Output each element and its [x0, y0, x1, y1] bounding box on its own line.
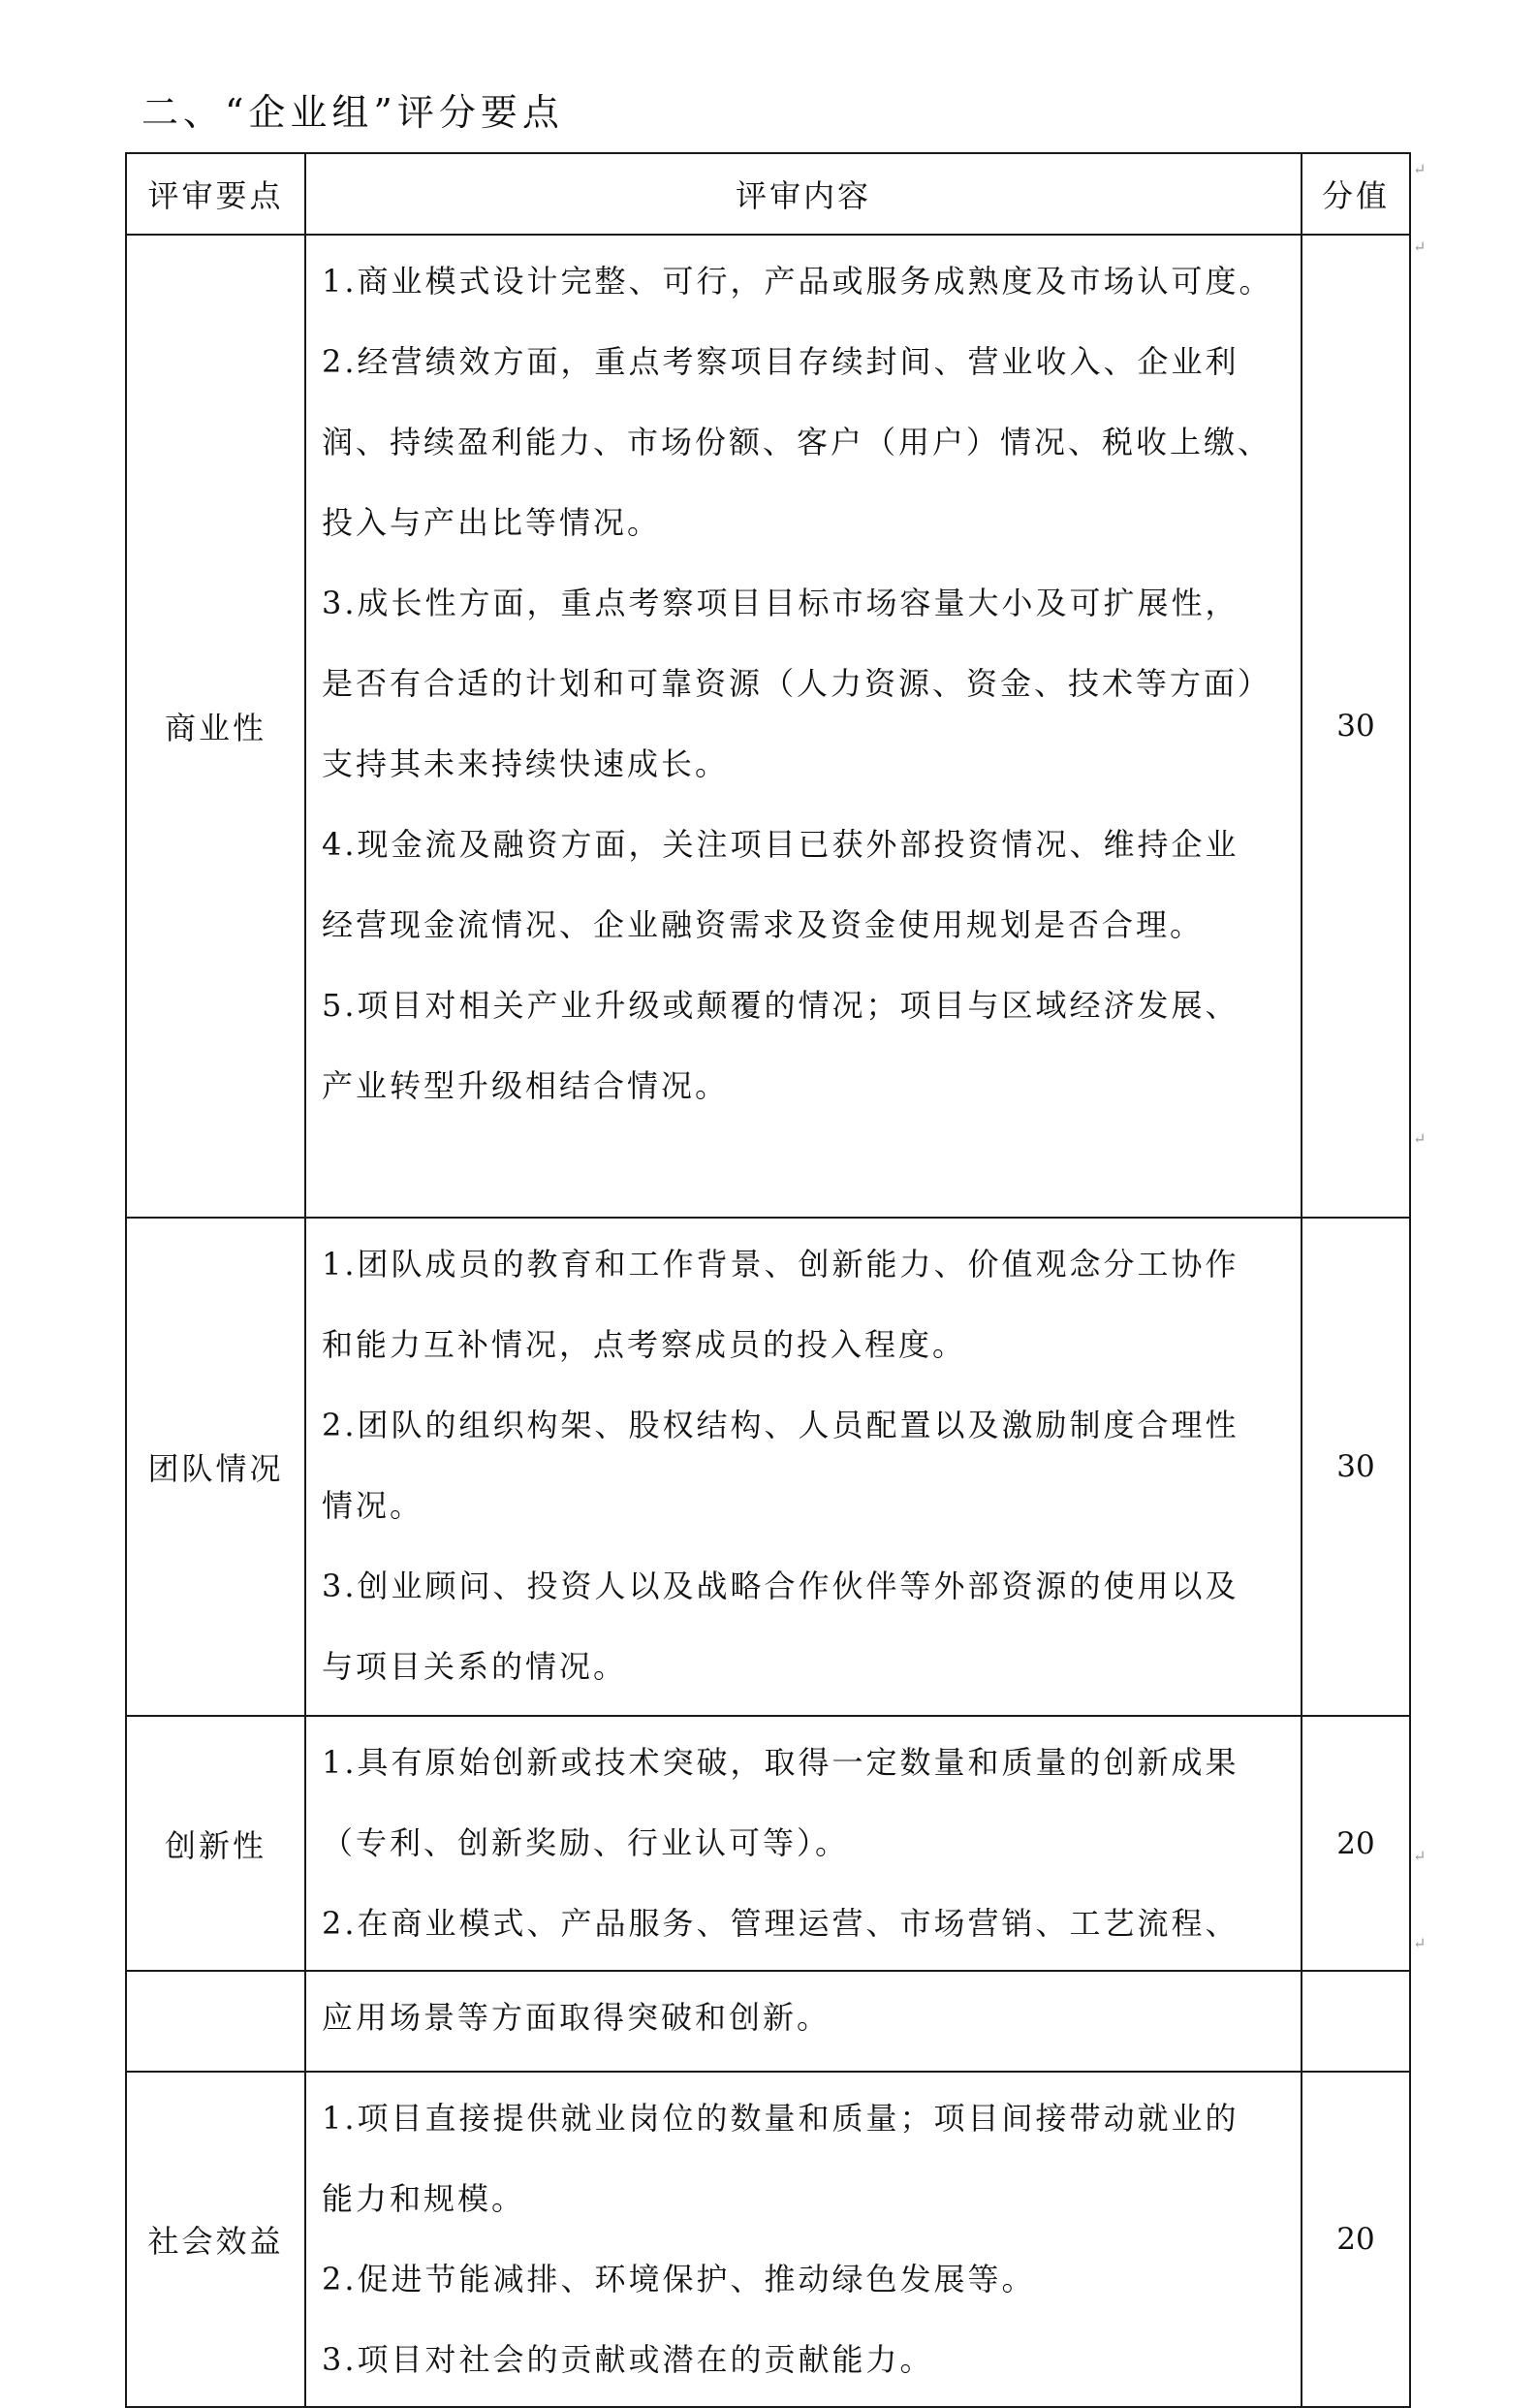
paragraph-mark-icon: ↵: [1413, 1934, 1427, 1952]
criterion-cell: [126, 1971, 305, 2072]
score-cell: 30: [1302, 1218, 1410, 1716]
content-line: 应用场景等方面取得突破和创新。: [322, 1999, 831, 2036]
criterion-cell: 创新性: [126, 1716, 305, 1971]
content-cell: [305, 1971, 1302, 2072]
table-header-row: [126, 153, 1410, 235]
content-cell: [305, 1218, 1302, 1716]
content-line: 5.项目对相关产业升级或颠覆的情况；项目与区域经济发展、: [322, 987, 1239, 1024]
content-line: 2.团队的组织构架、股权结构、人员配置以及激励制度合理性: [322, 1407, 1239, 1443]
content-cell: [305, 2072, 1302, 2407]
content-cell: [305, 235, 1302, 1218]
content-line: 2.经营绩效方面，重点考察项目存续封间、营业收入、企业利: [322, 343, 1239, 380]
scoring-table: [125, 152, 1411, 2408]
score-cell: 30: [1302, 235, 1410, 1218]
content-line: 情况。: [322, 1487, 424, 1524]
score-cell: [1302, 1971, 1410, 2072]
score-cell: 20: [1302, 2072, 1410, 2407]
content-line: 1.具有原始创新或技术突破，取得一定数量和质量的创新成果: [322, 1744, 1239, 1781]
content-line: 支持其未来持续快速成长。: [322, 745, 730, 782]
content-line: 4.现金流及融资方面，关注项目已获外部投资情况、维持企业: [322, 826, 1239, 863]
content-line: 1.项目直接提供就业岗位的数量和质量；项目间接带动就业的: [322, 2100, 1239, 2137]
table-row: [126, 1971, 1410, 2072]
paragraph-mark-icon: ↵: [1413, 160, 1427, 178]
content-line: 3.创业顾问、投资人以及战略合作伙伴等外部资源的使用以及: [322, 1568, 1239, 1604]
header-criterion: 评审要点: [126, 153, 305, 235]
section-heading: 二、“企业组”评分要点: [141, 91, 564, 134]
score-cell: 20: [1302, 1716, 1410, 1971]
content-line: 3.项目对社会的贡献或潜在的贡献能力。: [322, 2341, 934, 2378]
paragraph-mark-icon: ↵: [1413, 1129, 1427, 1148]
content-line: 和能力互补情况，点考察成员的投入程度。: [322, 1326, 967, 1363]
content-line: 1.商业模式设计完整、可行，产品或服务成熟度及市场认可度。: [322, 263, 1273, 300]
header-content: 评审内容: [305, 153, 1302, 235]
table-row: [126, 2072, 1410, 2407]
content-line: 与项目关系的情况。: [322, 1648, 628, 1685]
content-line: 能力和规模。: [322, 2180, 526, 2217]
content-line: （专利、创新奖励、行业认可等）。: [322, 1824, 850, 1861]
paragraph-mark-icon: ↵: [1413, 238, 1427, 256]
criterion-cell: 商业性: [126, 235, 305, 1218]
content-line: 投入与产出比等情况。: [322, 504, 662, 541]
table-row: [126, 235, 1410, 1218]
table-row: [126, 1716, 1410, 1971]
criterion-cell: 团队情况: [126, 1218, 305, 1716]
header-score: 分值: [1302, 153, 1410, 235]
content-line: 是否有合适的计划和可靠资源（人力资源、资金、技术等方面）: [322, 665, 1272, 702]
content-line: 产业转型升级相结合情况。: [322, 1067, 730, 1104]
content-line: 润、持续盈利能力、市场份额、客户（用户）情况、税收上缴、: [322, 424, 1272, 460]
content-line: 1.团队成员的教育和工作背景、创新能力、价值观念分工协作: [322, 1246, 1239, 1283]
content-cell: [305, 1716, 1302, 1971]
paragraph-mark-icon: ↵: [1413, 1847, 1427, 1865]
content-line: 经营现金流情况、企业融资需求及资金使用规划是否合理。: [322, 906, 1205, 943]
criterion-cell: 社会效益: [126, 2072, 305, 2407]
table-row: [126, 1218, 1410, 1716]
content-line: 2.促进节能减排、环境保护、推动绿色发展等。: [322, 2261, 1036, 2297]
content-line: 2.在商业模式、产品服务、管理运营、市场营销、工艺流程、: [322, 1905, 1239, 1942]
content-line: 3.成长性方面，重点考察项目目标市场容量大小及可扩展性，: [322, 585, 1239, 621]
